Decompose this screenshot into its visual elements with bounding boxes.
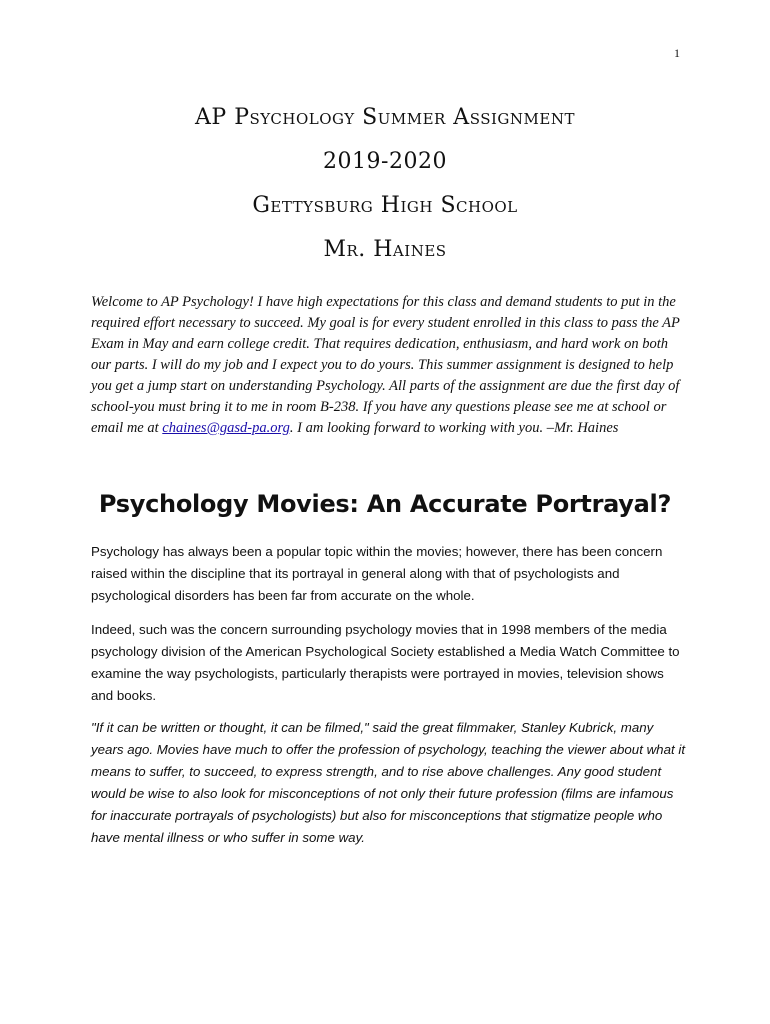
section-heading: Psychology Movies: An Accurate Portrayal? — [98, 490, 672, 518]
teacher-email-link[interactable]: chaines@gasd-pa.org — [162, 420, 290, 436]
school-year: 2019-2020 — [323, 149, 447, 174]
welcome-paragraph — [91, 292, 686, 439]
page-number: 1 — [674, 46, 680, 60]
paragraph-kubrick-quote: "If it can be written or thought, it can be filmed," said the great filmmaker, Stanley Kubrick, many years ago. Movies have much to offer the profession of psychology, teaching the viewer about what it means to suffer, to succeed, to express strength, and to rise above challenges. Any good student would be wise to also look for misconceptions of not only their future profession (films are infamous for inaccurate portrayals of psychologists) but also for misconceptions that stigmatize people who have mental illness or who suffer in some way. — [91, 720, 686, 845]
paragraph-media-watch: Indeed, such was the concern surrounding psychology movies that in 1998 members of the media psychology division of the American Psychological Society established a Media Watch Committee to examine the way psychologists, particularly therapists were portrayed in movies, television shows and books. — [91, 622, 680, 703]
school-name: Gettysburg High School — [252, 193, 518, 218]
paragraph-psychology-movies: Psychology has always been a popular topic within the movies; however, there has been concern raised within the discipline that its portrayal in general along with that of psychologists and psychological disorders has been far from accurate on the whole. — [91, 544, 663, 603]
title-block — [0, 96, 770, 272]
assignment-title: AP Psychology Summer Assignment — [195, 105, 575, 130]
welcome-closing-text: . I am looking forward to working with you. –Mr. Haines — [289, 420, 619, 436]
welcome-text: Welcome to AP Psychology! I have high expectations for this class and demand students to put in the required effort necessary to succeed. My goal is for every student enrolled in this class to pass the AP Exam in May and earn college credit. That requires dedication, enthusiasm, and hard work on both our parts. I will do my job and I expect you to do yours. This summer assignment is designed to help you get a jump start on understanding Psychology. All parts of the assignment are due the first day of school-you must bring it to me in room B-238. If you have any questions please see me at school or email me at — [91, 294, 680, 436]
teacher-name: Mr. Haines — [323, 237, 447, 262]
